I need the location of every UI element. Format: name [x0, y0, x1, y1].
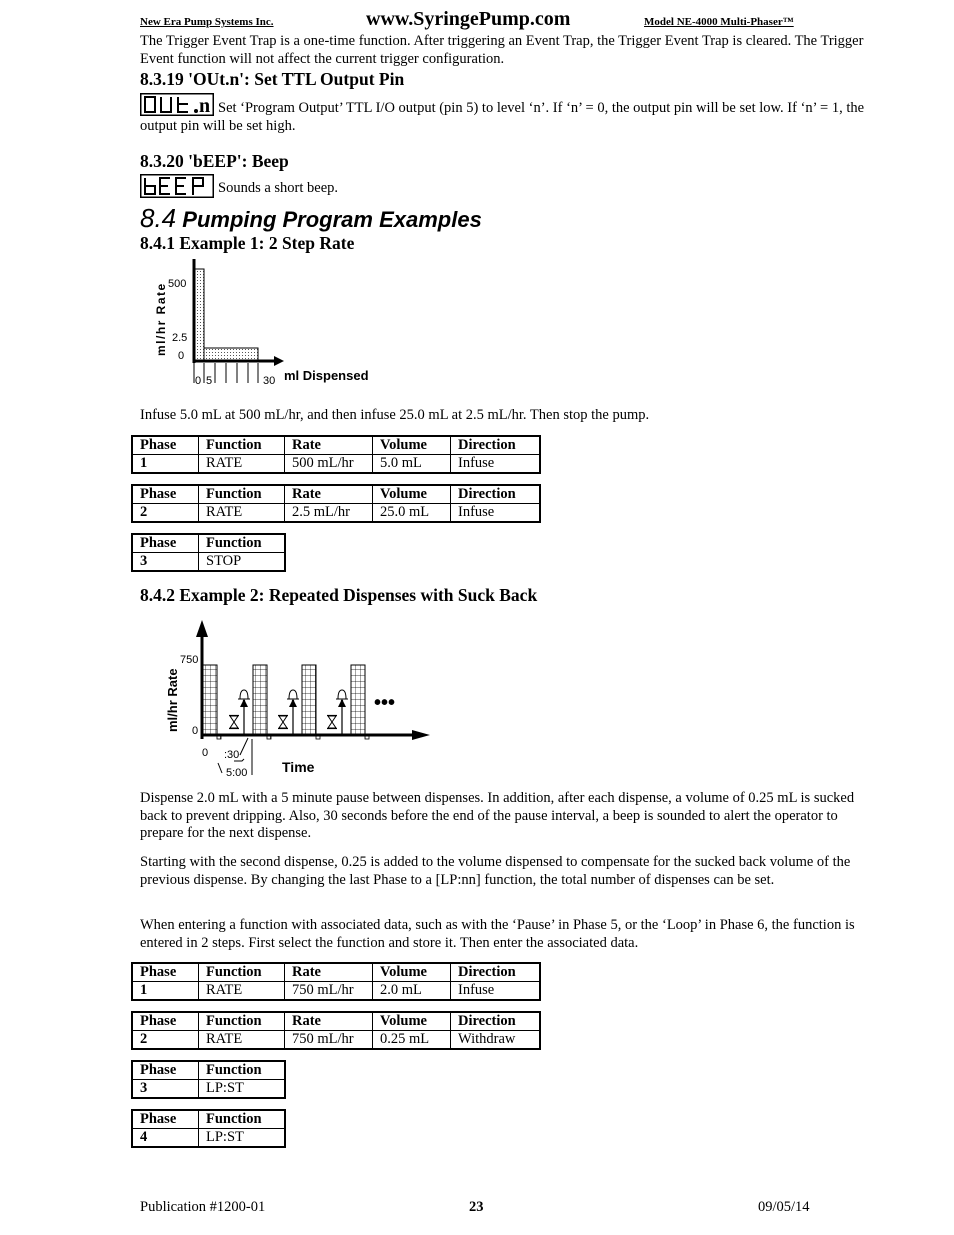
table-header-cell: Phase: [132, 963, 199, 982]
table-header-cell: Direction: [451, 436, 541, 455]
table-row: [132, 504, 540, 523]
table-cell: 4: [132, 1129, 199, 1148]
example2-y-label: ml/hr Rate: [165, 668, 180, 732]
example1-table-phase3: [131, 533, 286, 572]
example2-timing-line: [218, 763, 222, 773]
example2-y-tick-0: 0: [192, 725, 199, 737]
example2-paragraph-2: Starting with the second dispense, 0.25 is added to the volume dispensed to compensate for the sucked back volume of the previous dispense. By changing the last Phase to a [LP:nn] function, the total number of dispenses can be set.: [140, 854, 851, 888]
example1-y-tick-500: 500: [168, 278, 187, 290]
example2-x-label: Time: [282, 759, 315, 775]
table-cell: Withdraw: [451, 1031, 541, 1050]
table-row: [132, 553, 285, 572]
example2-y-tick-750: 750: [180, 654, 199, 666]
table-header-cell: Rate: [285, 436, 373, 455]
table-cell: 5.0 mL: [373, 455, 451, 474]
table-cell: RATE: [199, 455, 285, 474]
header-model: Model NE-4000 Multi-Phaser™: [644, 16, 794, 28]
example1-y-tick-2-5: 2.5: [172, 332, 188, 344]
table-header-cell: Direction: [451, 963, 541, 982]
table-row: [132, 1080, 285, 1099]
example2-x-tick-5-00: 5:00: [226, 767, 248, 779]
footer-publication: Publication #1200-01: [140, 1199, 266, 1215]
table-header-cell: Function: [199, 1012, 285, 1031]
table-row: [132, 455, 540, 474]
example1-x-tick-30: 30: [263, 375, 276, 387]
example2-x-tick-30: :30: [224, 749, 240, 761]
bell-icon: [336, 690, 348, 702]
example1-y-label: ml/hr Rate: [154, 282, 168, 356]
table-header-cell: Function: [199, 963, 285, 982]
table-header-cell: Volume: [373, 1012, 451, 1031]
example1-x-tick-5: 5: [206, 375, 213, 387]
table-header-cell: Phase: [132, 485, 199, 504]
example2-paragraph-3: When entering a function with associated data, such as with the ‘Pause’ in Phase 5, or the ‘Loop’ in Phase 6, the function is entered in 2 steps. First select the function and store it. Then enter the associated data.: [140, 917, 855, 951]
table-cell: Infuse: [451, 455, 541, 474]
section-8-3-20: [140, 174, 865, 198]
heading-8-4-1: 8.4.1 Example 1: 2 Step Rate: [140, 233, 355, 253]
table-cell: 2: [132, 1031, 199, 1050]
header-company: New Era Pump Systems Inc.: [140, 16, 274, 28]
example2-table-phase3: [131, 1060, 286, 1099]
table-header-cell: Rate: [285, 485, 373, 504]
table-header-cell: Phase: [132, 436, 199, 455]
table-header-cell: Phase: [132, 1012, 199, 1031]
example2-x-tick-0: 0: [202, 747, 209, 759]
table-header-cell: Rate: [285, 1012, 373, 1031]
heading-8-4: [140, 203, 482, 234]
example2-table-phase2: [131, 1011, 541, 1050]
intro-text: The Trigger Event Trap is a one-time function. After triggering an Event Trap, the Trigger Event Trap is cleared. The Trigger Event function will not affect the current trigger configuration.: [140, 33, 864, 67]
example1-x-tick-marks: [194, 363, 258, 383]
example2-y-arrow: [196, 620, 208, 637]
table-header-cell: Rate: [285, 963, 373, 982]
example2-timing-line: [240, 738, 248, 755]
heading-8-4-2: 8.4.2 Example 2: Repeated Dispenses with Suck Back: [140, 585, 538, 605]
table-cell: 1: [132, 455, 199, 474]
hourglass-icon: [229, 716, 239, 729]
heading-8-3-19: 8.3.19 'OUt.n': Set TTL Output Pin: [140, 69, 405, 89]
table-cell: LP:ST: [199, 1129, 286, 1148]
example2-table-phase4: [131, 1109, 286, 1148]
table-cell: 750 mL/hr: [285, 1031, 373, 1050]
table-header-cell: Phase: [132, 1110, 199, 1129]
footer-page-number: 23: [469, 1199, 484, 1215]
example1-description: Infuse 5.0 mL at 500 mL/hr, and then infuse 25.0 mL at 2.5 mL/hr. Then stop the pump.: [140, 407, 650, 423]
table-cell: Infuse: [451, 504, 541, 523]
example1-chart: [148, 255, 388, 390]
table-header-cell: Volume: [373, 485, 451, 504]
lcd-beep-icon: [140, 174, 214, 198]
table-cell: 3: [132, 1080, 199, 1099]
table-cell: LP:ST: [199, 1080, 286, 1099]
table-header-cell: Volume: [373, 436, 451, 455]
example2-dispense-bar-1: [203, 665, 217, 735]
heading-8-4-title: Pumping Program Examples: [182, 207, 482, 232]
example1-table-phase2: [131, 484, 541, 523]
section-8-3-20-text: Sounds a short beep.: [218, 180, 339, 196]
table-row: [132, 1129, 285, 1148]
example2-dispense-bar-4: [351, 665, 365, 735]
footer-date: 09/05/14: [758, 1199, 810, 1215]
table-cell: 3: [132, 553, 199, 572]
example1-x-tick-0: 0: [195, 375, 202, 387]
table-row: [132, 1031, 540, 1050]
table-header-cell: Volume: [373, 963, 451, 982]
example1-y-tick-0: 0: [178, 350, 185, 362]
example2-dispense-bar-2: [253, 665, 267, 735]
table-header-cell: Function: [199, 534, 286, 553]
example1-x-label: ml Dispensed: [284, 368, 369, 383]
table-header-cell: Function: [199, 1110, 286, 1129]
example2-table-phase1: [131, 962, 541, 1001]
table-row: [132, 982, 540, 1001]
heading-8-4-number: 8.4: [140, 203, 177, 233]
example2-continuation-dots: •••: [374, 692, 396, 714]
table-cell: RATE: [199, 1031, 285, 1050]
lcd-out-n-icon: [140, 93, 214, 116]
example2-paragraph-1: Dispense 2.0 mL with a 5 minute pause between dispenses. In addition, after each dispense, a volume of 0.25 mL is sucked back to prevent dripping. Also, 30 seconds before the end of the pause interval, a beep is sounded to alert the operator to prepare for the next dispense.: [140, 790, 855, 841]
section-8-3-19: [140, 93, 865, 135]
table-cell: Infuse: [451, 982, 541, 1001]
table-cell: 1: [132, 982, 199, 1001]
bell-icon: [287, 690, 299, 702]
table-header-cell: Direction: [451, 1012, 541, 1031]
example1-x-arrow: [274, 356, 284, 366]
table-header-cell: Function: [199, 485, 285, 504]
table-cell: 500 mL/hr: [285, 455, 373, 474]
hourglass-icon: [327, 716, 337, 729]
table-cell: RATE: [199, 504, 285, 523]
bell-icon: [238, 690, 250, 702]
table-cell: 2.0 mL: [373, 982, 451, 1001]
table-cell: 2.5 mL/hr: [285, 504, 373, 523]
table-header-cell: Function: [199, 436, 285, 455]
example1-table-phase1: [131, 435, 541, 474]
table-cell: 2: [132, 504, 199, 523]
lcd-out-n-suffix: n: [199, 95, 211, 116]
example2-x-arrow: [412, 730, 430, 740]
table-cell: STOP: [199, 553, 286, 572]
heading-8-3-20: 8.3.20 'bEEP': Beep: [140, 151, 289, 171]
example2-chart: [160, 615, 450, 785]
hourglass-icon: [278, 716, 288, 729]
example2-dispense-bar-3: [302, 665, 316, 735]
table-cell: 0.25 mL: [373, 1031, 451, 1050]
table-header-cell: Phase: [132, 534, 199, 553]
table-cell: 750 mL/hr: [285, 982, 373, 1001]
section-8-3-19-text: Set ‘Program Output’ TTL I/O output (pin 5) to level ‘n’. If ‘n’ = 0, the output pin will be set low. If ‘n’ = 1, the output pin will be set high.: [140, 100, 865, 134]
table-header-cell: Phase: [132, 1061, 199, 1080]
example1-bar-phase2: [204, 348, 258, 361]
header-website: www.SyringePump.com: [366, 8, 571, 30]
table-cell: 25.0 mL: [373, 504, 451, 523]
table-cell: RATE: [199, 982, 285, 1001]
table-header-cell: Direction: [451, 485, 541, 504]
table-header-cell: Function: [199, 1061, 286, 1080]
